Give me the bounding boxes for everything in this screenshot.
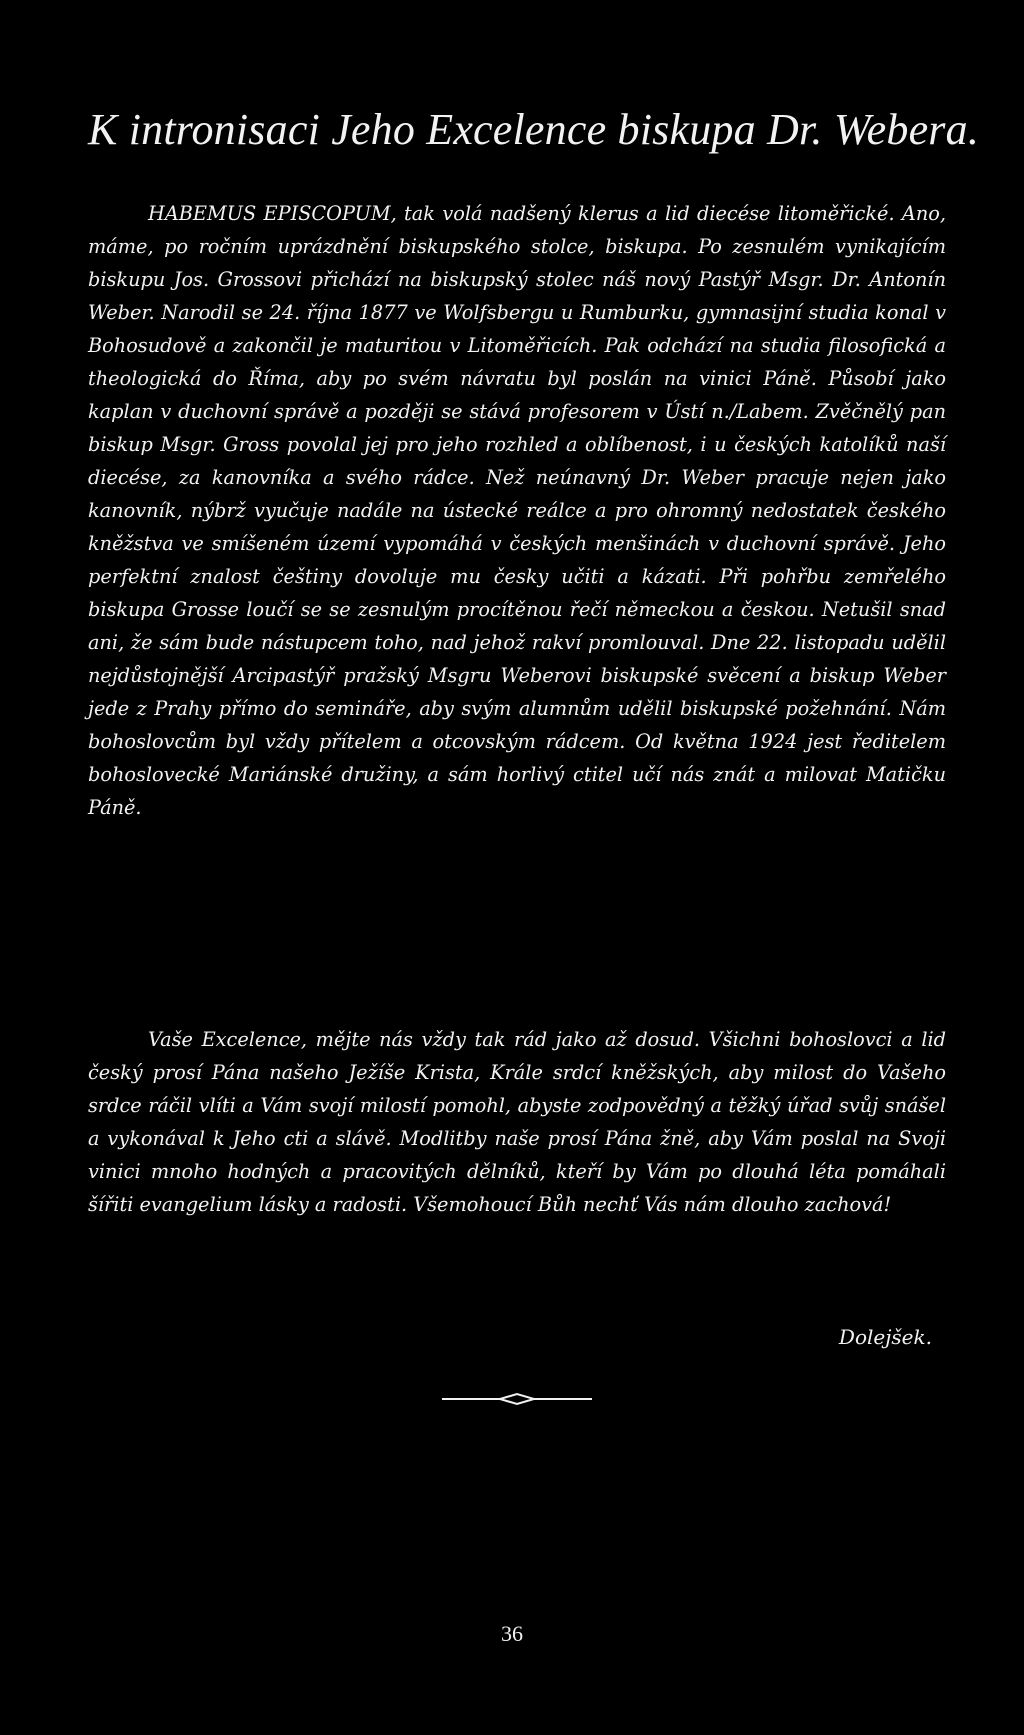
- page-number: 36: [501, 1621, 523, 1646]
- paragraph-blessing: Vaše Excelence, mějte nás vždy tak rád jako až dosud. Všichni bohoslovci a lid český prosí Pána našeho Ježíše Krista, Krále srdcí kněžských, aby milost do Vašeho srdce ráčil vlíti a Vám svojí milostí pomohl, abyste zodpovědný a těžký úřad svůj snášel a vykonával k Jeho cti a slávě. Modlitby naše prosí Pána žně, aby Vám poslal na Svoji vinici mnoho hodných a pracovitých dělníků, kteří by Vám po dlouhá léta pomáhali šířiti evangelium lásky a radosti. Všemohoucí Bůh nechť Vás nám dlouho zachová!: [88, 1028, 946, 1216]
- author-signature: Dolejšek.: [838, 1325, 932, 1349]
- article-title: K intronisaci Jeho Excelence biskupa Dr. Webera.: [88, 105, 980, 154]
- horizontal-rule-ornament-icon: [442, 1392, 592, 1406]
- paragraph-biography: HABEMUS EPISCOPUM, tak volá nadšený klerus a lid diecése litoměřické. Ano, máme, po ročním uprázdnění biskupského stolce, biskupa. Po zesnulém vynikajícím biskupu Jos. Grossovi přichází na biskupský stolec náš nový Pastýř Msgr. Dr. Antonín Weber. Narodil se 24. října 1877 ve Wolfsbergu u Rumburku, gymnasijní studia konal v Bohosudově a zakončil je maturitou v Litoměřicích. Pak odchází na studia filosofická a theologická do Říma, aby po svém návratu byl poslán na vinici Páně. Působí jako kaplan v duchovní správě a později se stává profesorem v Ústí n./Labem. Zvěčnělý pan biskup Msgr. Gross povolal jej pro jeho rozhled a oblíbenost, i u českých katolíků naší diecése, za kanovníka a svého rádce. Než neúnavný Dr. Weber pracuje nejen jako kanovník, nýbrž vyučuje nadále na ústecké reálce a pro ohromný nedostatek českého kněžstva ve smíšeném území vypomáhá v českých menšinách v duchovní správě. Jeho perfektní znalost češtiny dovoluje mu česky učiti a kázati. Při pohřbu zemřelého biskupa Grosse loučí se se zesnulým procítěnou řečí německou a českou. Netušil snad ani, že sám bude nástupcem toho, nad jehož rakví promlouval. Dne 22. listopadu udělil nejdůstojnější Arcipastýř pražský Msgru Weberovi biskupské svěcení a biskup Weber jede z Prahy přímo do semináře, aby svým alumnům udělil biskupské požehnání. Nám bohoslovcům byl vždy přítelem a otcovským rádcem. Od května 1924 jest ředitelem bohoslovecké Mariánské družiny, a sám horlivý ctitel učí nás znát a milovat Matičku Páně.: [88, 202, 946, 819]
